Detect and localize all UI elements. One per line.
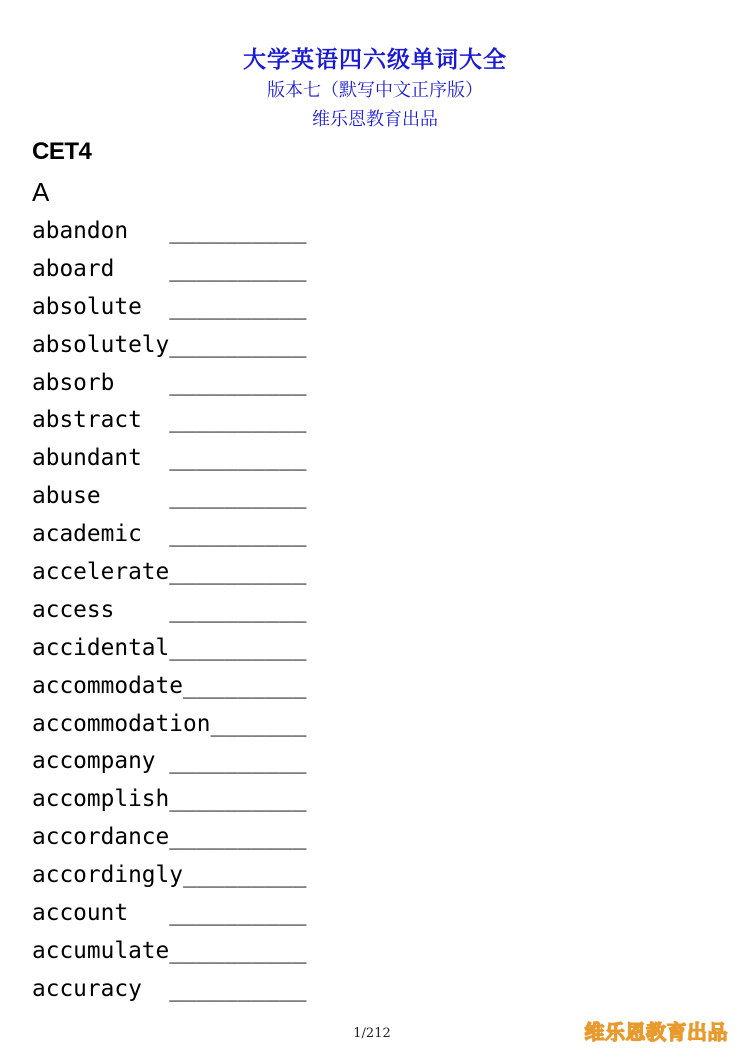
word-text: accommodate (32, 672, 183, 699)
document-header (0, 44, 750, 134)
word-row (32, 630, 307, 668)
word-row (32, 516, 307, 554)
word-text: accidental (32, 634, 170, 661)
answer-blank-line: _________ (182, 862, 307, 889)
word-spacer (114, 256, 169, 282)
answer-blank-line: __________ (169, 218, 307, 244)
word-row (32, 251, 307, 289)
word-row (32, 440, 307, 478)
word-text: abandon (32, 218, 129, 244)
answer-blank-line: __________ (169, 369, 307, 396)
word-text: absolutely (32, 331, 170, 358)
answer-blank-line: __________ (169, 407, 307, 434)
word-row (32, 781, 307, 819)
word-row (32, 668, 307, 706)
word-row (32, 743, 307, 781)
word-text: accordance (32, 824, 170, 851)
document-title: 大学英语四六级单词大全 (243, 47, 507, 73)
answer-blank-line: __________ (169, 596, 307, 623)
answer-blank-line: __________ (169, 445, 307, 472)
answer-blank-line: __________ (169, 521, 307, 548)
word-text: absorb (32, 369, 115, 396)
word-row (32, 213, 307, 251)
word-spacer (101, 483, 170, 509)
word-text: abundant (32, 445, 142, 472)
answer-blank-line: __________ (169, 559, 307, 586)
word-text: abstract (32, 407, 142, 434)
word-row (32, 592, 307, 630)
word-row (32, 933, 307, 971)
section-level-heading: CET4 (32, 138, 92, 165)
answer-blank-line: __________ (169, 293, 307, 320)
publisher-watermark: 维乐恩教育出品 (584, 1020, 728, 1044)
document-subtitle: 版本七（默写中文正序版） (267, 80, 483, 101)
page-number: 1/212 (353, 1026, 391, 1041)
word-text: accordingly (32, 862, 183, 889)
section-letter-heading: A (32, 177, 50, 207)
word-spacer (128, 900, 169, 926)
word-row (32, 971, 307, 1009)
word-spacer (156, 748, 170, 774)
answer-blank-line: __________ (169, 634, 307, 661)
word-text: accelerate (32, 559, 170, 586)
word-spacer (114, 597, 169, 623)
answer-blank-line: __________ (169, 748, 307, 775)
answer-blank-line: __________ (169, 483, 307, 510)
answer-blank-line: __________ (169, 937, 307, 964)
word-row (32, 857, 307, 895)
word-text: access (32, 596, 115, 623)
answer-blank-line: __________ (169, 824, 307, 851)
word-list (32, 213, 307, 1009)
word-text: abuse (32, 483, 101, 510)
word-text: aboard (32, 255, 115, 282)
word-row (32, 402, 307, 440)
word-spacer (142, 976, 169, 1002)
answer-blank-line: __________ (169, 975, 307, 1002)
word-spacer (142, 294, 169, 320)
word-row (32, 478, 307, 516)
word-spacer (128, 218, 169, 244)
word-text: accomplish (32, 786, 170, 813)
word-text: accompany (32, 748, 156, 775)
answer-blank-line: __________ (169, 331, 307, 358)
word-text: accuracy (32, 975, 142, 1002)
word-row (32, 365, 307, 403)
answer-blank-line: __________ (169, 786, 307, 813)
document-publisher: 维乐恩教育出品 (312, 109, 438, 130)
word-text: accumulate (32, 937, 170, 964)
word-text: academic (32, 521, 142, 548)
word-row (32, 327, 307, 365)
word-row (32, 289, 307, 327)
answer-blank-line: __________ (169, 255, 307, 282)
word-spacer (142, 407, 169, 433)
word-spacer (114, 370, 169, 396)
answer-blank-line: _______ (210, 710, 307, 737)
word-text: absolute (32, 293, 142, 320)
word-row (32, 706, 307, 744)
answer-blank-line: _________ (182, 672, 307, 699)
word-row (32, 819, 307, 857)
word-spacer (142, 521, 169, 547)
word-text: accommodation (32, 710, 211, 737)
answer-blank-line: __________ (169, 900, 307, 927)
word-row (32, 895, 307, 933)
word-spacer (142, 445, 169, 471)
word-row (32, 554, 307, 592)
word-text: account (32, 900, 129, 927)
